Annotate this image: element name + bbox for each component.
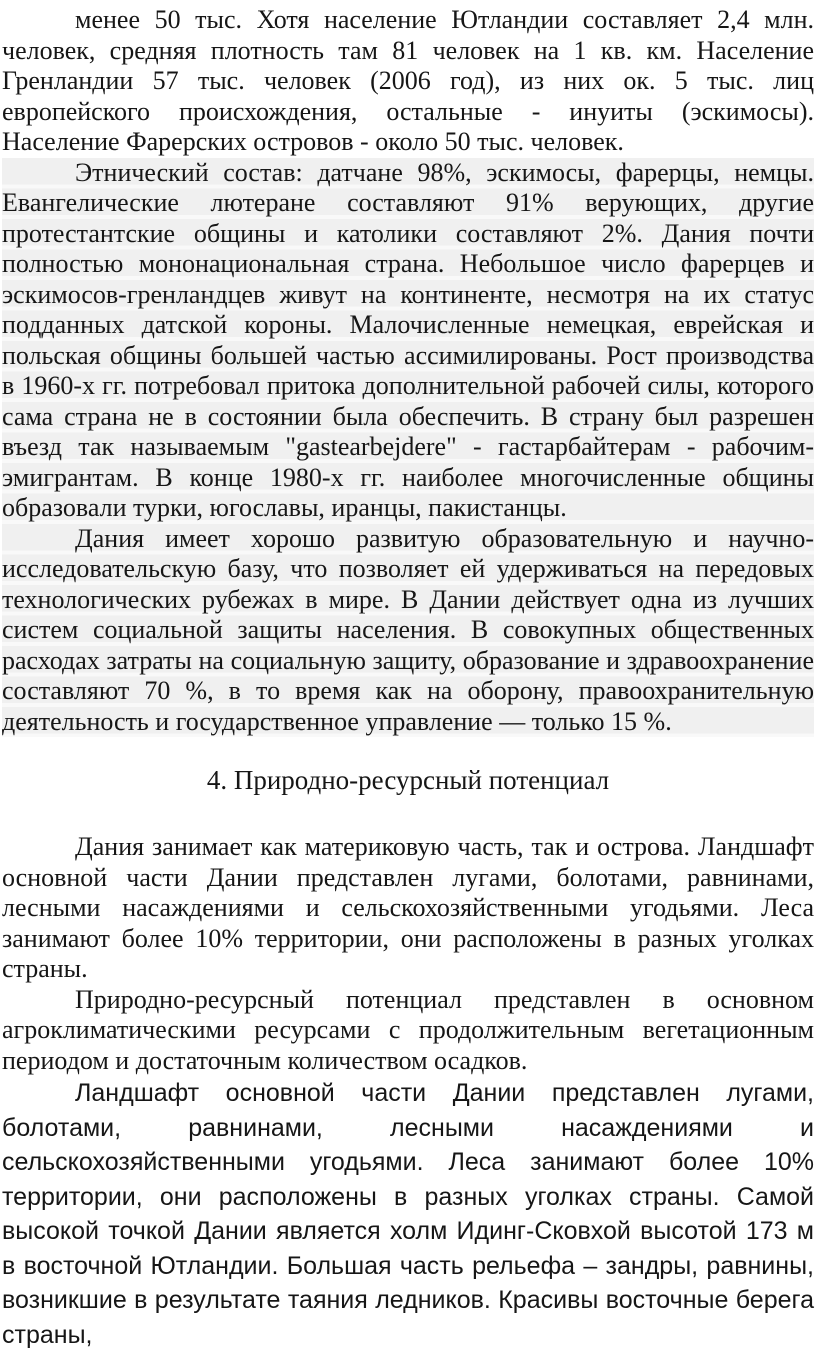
paragraph-ethnic-composition: Этнический состав: датчане 98%, эскимосы, фарерцы, немцы. Евангелические лютеране составляют 91% верующих, другие протестантские общины и католики составляют 2%. Дания почти полностью мононациональная страна. Небольшое число фарерцев и эскимосов-гренландцев живут на континенте, несмотря на их статус подданных датской короны. Малочисленные немецкая, еврейская и польская общины большей частью ассимилированы. Рост производства в 1960-х гг. потребовал притока дополнительной рабочей силы, которого сама страна не в состоянии была обеспечить. В страну был разрешен въезд так называемым "gastearbejdere" - гастарбайтерам - рабочим-эмигрантам. В конце 1980-х гг. наиболее многочисленные общины образовали турки, югославы, иранцы, пакистанцы. — [2, 157, 814, 522]
paragraph-landscape-detail: Ландшафт основной части Дании представлен лугами, болотами, равнинами, лесными насаждениями и сельскохозяйственными угодьями. Леса занимают более 10% территории, они расположены в разных уголках страны. Самой высокой точкой Дании является холм Идинг-Сковхой высотой 173 м в восточной Ютландии. Большая часть рельефа – зандры, равнины, возникшие в результате таяния ледников. Красивы восточные берега страны, — [2, 1079, 814, 1349]
paragraph-agro-climatic-resources: Природно-ресурсный потенциал представлен в основном агроклиматическими ресурсами с продолжительным вегетационным периодом и достаточным количеством осадков. — [2, 984, 814, 1075]
paragraph-education-social: Дания имеет хорошо развитую образовательную и научно-исследовательскую базу, что позволяет ей удерживаться на передовых технологических рубежах в мире. В Дании действует одна из лучших систем социальной защиты населения. В совокупных общественных расходах затраты на социальную защиту, образование и здравоохранение составляют 70 %, в то время как на оборону, правоохранительную деятельность и государственное управление — только 15 %. — [2, 523, 814, 736]
paragraph-landscape-overview: Дания занимает как материковую часть, так и острова. Ландшафт основной части Дании представлен лугами, болотами, равнинами, лесными насаждениями и сельскохозяйственными угодьями. Леса занимают более 10% территории, они расположены в разных уголках страны. — [2, 832, 814, 983]
section-heading-natural-resources: 4. Природно-ресурсный потенциал — [206, 765, 610, 795]
paragraph-population: менее 50 тыс. Хотя население Ютландии составляет 2,4 млн. человек, средняя плотность там 81 человек на 1 кв. км. Население Гренландии 57 тыс. человек (2006 год), из них ок. 5 тыс. лиц европейского происхождения, остальные - инуиты (эскимосы). Население Фарерских островов - около 50 тыс. человек. — [2, 5, 814, 156]
